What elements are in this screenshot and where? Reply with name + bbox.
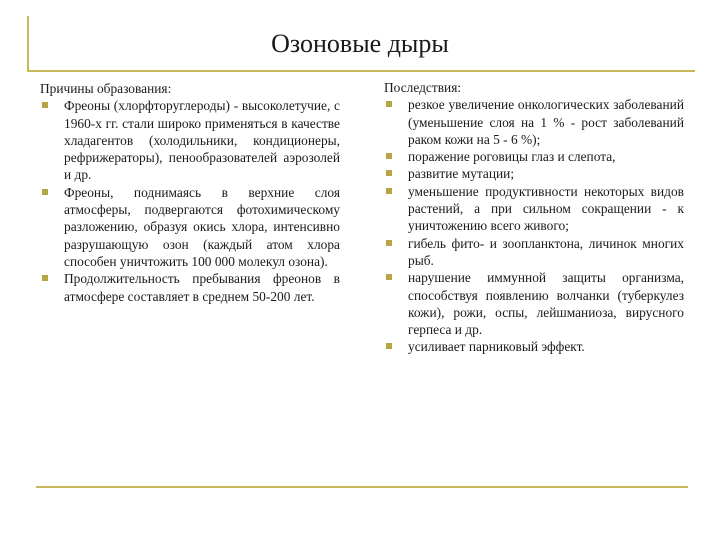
list-item-text: Фреоны (хлорфторуглероды) - высоколетучие, с 1960-х гг. стали широко применяться в качестве хладагентов (холодильники, кондиционеры, рефрижераторы), пенообразователей аэрозолей и др.	[64, 98, 340, 183]
square-bullet-icon	[42, 275, 48, 281]
list-item-text: Продолжительность пребывания фреонов в атмосфере составляет в среднем 50-200 лет.	[64, 271, 340, 304]
bottom-rule	[36, 486, 688, 488]
square-bullet-icon	[386, 274, 392, 280]
list-item	[40, 270, 340, 305]
list-item	[384, 269, 684, 338]
list-item	[384, 148, 684, 165]
square-bullet-icon	[386, 101, 392, 107]
frame-horizontal-line	[27, 70, 695, 72]
consequences-heading: Последствия:	[384, 80, 462, 95]
list-item-text: резкое увеличение онкологических заболеваний (уменьшение слоя на 1 % - рост заболеваний раком кожи на 5 - 6 %);	[408, 97, 684, 147]
list-item	[40, 184, 340, 270]
list-item-text: развитие мутации;	[408, 166, 515, 182]
slide-title: Озоновые дыры	[271, 29, 449, 58]
list-item-text: усиливает парниковый эффект.	[408, 339, 585, 355]
list-item	[384, 165, 684, 182]
square-bullet-icon	[386, 343, 392, 349]
square-bullet-icon	[42, 189, 48, 195]
consequences-column	[384, 79, 684, 356]
list-item	[384, 183, 684, 235]
list-item-text: уменьшение продуктивности некоторых видов растений, а при сильном сокращении - к уничтожению всего живого;	[408, 183, 684, 234]
square-bullet-icon	[42, 102, 48, 108]
causes-heading: Причины образования:	[40, 81, 172, 96]
square-bullet-icon	[386, 170, 392, 176]
causes-list	[40, 97, 340, 305]
square-bullet-icon	[386, 188, 392, 194]
list-item-text: поражение роговицы глаз и слепота,	[408, 149, 616, 165]
list-item	[40, 97, 340, 183]
causes-column	[40, 80, 340, 305]
list-item-text: Фреоны, поднимаясь в верхние слоя атмосферы, подвергаются фотохимическому разложению, образуя окись хлора, интенсивно разрушающую озон (каждый атом хлора способен уничтожить 100 000 молекул озона).	[64, 184, 340, 269]
list-item	[384, 338, 684, 355]
square-bullet-icon	[386, 153, 392, 159]
list-item-text: гибель фито- и зоопланктона, личинок многих рыб.	[408, 235, 684, 268]
square-bullet-icon	[386, 240, 392, 246]
list-item-text: нарушение иммунной защиты организма, способствуя появлению волчанки (туберкулез кожи), рожи, оспы, лейшманиоза, вирусного герпеса и др.	[408, 270, 684, 338]
list-item	[384, 235, 684, 270]
consequences-list	[384, 96, 684, 355]
list-item	[384, 96, 684, 148]
